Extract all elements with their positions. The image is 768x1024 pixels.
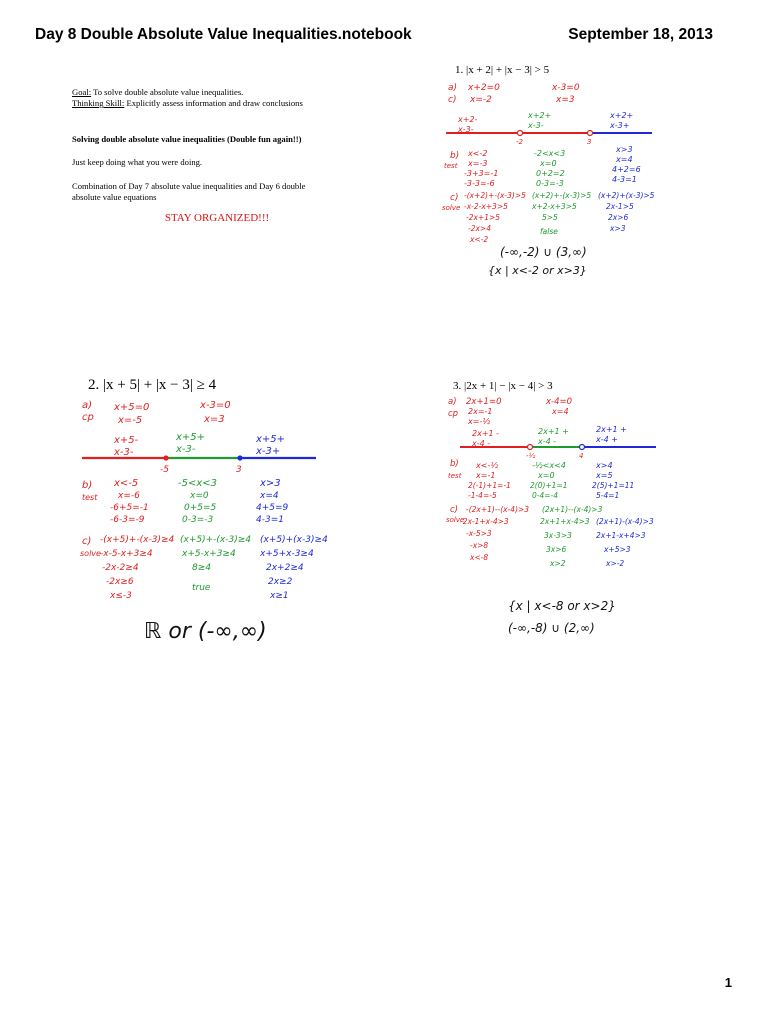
p1-left-eq-1: -(x+2)+-(x-3)>5	[464, 191, 526, 200]
p2-cp-label: cp	[82, 412, 94, 423]
thinking-skill-line	[72, 98, 303, 109]
p2-sign-mid-b: x-3-	[176, 444, 196, 455]
p3-mid-2: x=0	[538, 471, 555, 480]
p1-sign-left-b: x-3-	[458, 125, 474, 134]
p1-mark-2: 3	[587, 138, 592, 146]
p1-test-label: test	[444, 162, 458, 170]
p3-cp1b: 2x=-1	[468, 407, 493, 416]
p3-sign-left-a: 2x+1 -	[472, 429, 500, 438]
p3-mid-eq-5: x>2	[550, 559, 566, 568]
problem-1-handwritten-work	[440, 76, 680, 291]
p1-right-eq-1: (x+2)+(x-3)>5	[598, 191, 655, 200]
p3-test-label: test	[448, 472, 462, 480]
p1-step-b-label: b)	[450, 151, 460, 161]
p3-mid-4: 0-4=-4	[532, 491, 559, 500]
p2-left-1: x<-5	[114, 478, 139, 489]
p2-right-eq-1: (x+5)+(x-3)≥4	[260, 535, 328, 545]
p3-answer-set: {x | x<-8 or x>2}	[508, 599, 616, 613]
p1-right-1: x>3	[616, 145, 633, 154]
p3-left-eq-3: -x-5>3	[466, 529, 492, 538]
p2-left-eq-1: -(x+5)+-(x-3)≥4	[100, 535, 175, 545]
p3-cp-label: cp	[448, 409, 459, 419]
p1-right-eq-4: x>3	[610, 224, 626, 233]
p3-left-4: -1-4=-5	[468, 491, 497, 500]
p2-left-2: x=-6	[118, 491, 140, 501]
notebook-title: Day 8 Double Absolute Value Inequalities.notebook	[35, 26, 412, 43]
problem-2-handwritten-work	[80, 392, 340, 662]
p2-cp2: x-3=0	[200, 400, 231, 411]
p3-left-eq-4: -x>8	[470, 541, 489, 550]
p2-left-eq-5: x≤-3	[110, 591, 132, 601]
p3-right-eq-4: x>-2	[606, 559, 625, 568]
p1-step-c2-label: c)	[450, 193, 459, 203]
p3-step-b-label: b)	[450, 459, 459, 469]
p1-cp1: x+2=0	[468, 83, 500, 93]
p3-left-3: 2(-1)+1=-1	[468, 481, 511, 490]
p2-sign-left-a: x+5-	[114, 435, 139, 446]
p1-left-3: -3+3=-1	[464, 169, 499, 178]
p3-mid-eq-4: 3x>6	[546, 545, 567, 554]
p1-mid-3: 0+2=2	[536, 169, 565, 178]
intro-line-1: Just keep doing what you were doing.	[72, 157, 203, 167]
p1-left-2: x=-3	[468, 159, 488, 168]
p2-mid-4: 0-3=-3	[182, 515, 214, 525]
p3-mid-1: -½<x<4	[532, 461, 566, 470]
p2-answer: ℝ or (-∞,∞)	[144, 619, 267, 644]
p1-cp2: x-3=0	[552, 83, 580, 93]
p2-test-label: test	[82, 493, 98, 502]
p1-sign-mid-b: x-3-	[528, 121, 544, 130]
p1-left-eq-2: -x-2-x+3>5	[464, 202, 508, 211]
p3-cp2: x-4=0	[546, 397, 573, 407]
p3-right-1: x>4	[596, 461, 613, 470]
p3-right-eq-3: x+5>3	[604, 545, 631, 554]
p1-mid-eq-1: (x+2)+-(x-3)>5	[532, 191, 592, 200]
p2-mid-eq-3: 8≥4	[192, 563, 211, 573]
p1-open-point-left	[518, 131, 523, 136]
goal-text: To solve double absolute value inequalities.	[91, 87, 244, 97]
p2-step-a-label: a)	[82, 400, 93, 411]
p2-mid-eq-2: x+5-x+3≥4	[182, 549, 236, 559]
p1-cp2b: x=3	[556, 95, 575, 105]
p3-right-eq-1: (2x+1)-(x-4)>3	[596, 517, 654, 526]
p2-mark-1: -5	[160, 465, 169, 475]
p1-mid-1: -2<x<3	[534, 149, 566, 158]
p2-cp1: x+5=0	[114, 402, 150, 413]
p3-answer-interval: (-∞,-8) ∪ (2,∞)	[508, 621, 595, 635]
p3-right-3: 2(5)+1=11	[592, 481, 635, 490]
p2-closed-point-right	[237, 455, 242, 460]
stay-organized-note: STAY ORGANIZED!!!	[164, 212, 270, 224]
p2-right-eq-3: 2x+2≥4	[266, 563, 304, 573]
p1-step-c-label: c)	[448, 95, 457, 105]
p3-sign-mid-b: x-4 -	[538, 437, 557, 446]
p1-sign-left-a: x+2-	[458, 115, 478, 124]
p3-cp2b: x=4	[552, 407, 569, 416]
p3-left-eq-5: x<-8	[470, 553, 489, 562]
p2-left-eq-4: -2x≥6	[106, 577, 134, 587]
p2-mid-eq-4: true	[192, 583, 211, 593]
p1-right-eq-2: 2x-1>5	[606, 202, 634, 211]
p3-sign-right-a: 2x+1 +	[596, 425, 627, 434]
p2-cp2b: x=3	[204, 414, 225, 425]
p1-mid-eq-2: x+2-x+3>5	[532, 202, 577, 211]
p1-answer-interval: (-∞,-2) ∪ (3,∞)	[500, 245, 587, 259]
p1-step-a-label: a)	[448, 83, 458, 93]
p2-mid-3: 0+5=5	[184, 503, 217, 513]
p3-mid-eq-3: 3x-3>3	[544, 531, 572, 540]
p3-mid-eq-2: 2x+1+x-4>3	[540, 517, 590, 526]
problem-2-statement: 2. |x + 5| + |x − 3| ≥ 4	[88, 377, 217, 393]
p2-step-b-label: b)	[82, 480, 93, 491]
p3-mark-1: -½	[526, 452, 536, 460]
p3-mid-3: 2(0)+1=1	[530, 481, 568, 490]
p3-step-a-label: a)	[448, 397, 457, 407]
p1-left-4: -3-3=-6	[464, 179, 495, 188]
problem-3-statement: 3. |2x + 1| − |x − 4| > 3	[453, 380, 553, 392]
p3-sign-left-b: x-4 -	[472, 439, 491, 448]
p3-right-4: 5-4=1	[596, 491, 620, 500]
p1-cp1b: x=-2	[470, 95, 492, 105]
goal-label: Goal:	[72, 87, 92, 97]
p3-left-eq-1: -(2x+1)--(x-4)>3	[466, 505, 530, 514]
problem-1-statement: 1. |x + 2| + |x − 3| > 5	[455, 64, 550, 76]
p1-left-eq-3: -2x+1>5	[466, 213, 501, 222]
p1-sign-right-a: x+2+	[610, 111, 634, 120]
p1-right-2: x=4	[616, 155, 633, 164]
p2-right-eq-5: x≥1	[270, 591, 289, 601]
p3-step-c-label: c)	[450, 505, 458, 515]
problem-3-handwritten-work	[446, 392, 686, 642]
p1-mid-eq-4: false	[540, 227, 558, 236]
intro-line-2b: absolute value equations	[72, 192, 157, 202]
p3-cp1c: x=-½	[468, 417, 491, 426]
p2-left-eq-3: -2x-2≥4	[102, 563, 139, 573]
p1-left-1: x<-2	[468, 149, 488, 158]
p3-left-1: x<-½	[476, 461, 499, 470]
p1-right-eq-3: 2x>6	[608, 213, 629, 222]
intro-line-2a: Combination of Day 7 absolute value inequalities and Day 6 double	[72, 181, 306, 191]
p3-left-eq-2: -2x-1+x-4>3	[460, 517, 509, 526]
p1-right-3: 4+2=6	[612, 165, 641, 174]
p1-answer-set: {x | x<-2 or x>3}	[488, 264, 587, 277]
p3-cp1: 2x+1=0	[466, 397, 502, 407]
p2-mid-1: -5<x<3	[178, 478, 218, 489]
page-number: 1	[724, 975, 732, 990]
p3-sign-mid-a: 2x+1 +	[538, 427, 569, 436]
p2-closed-point-left	[163, 455, 168, 460]
p2-sign-right-b: x-3+	[256, 446, 281, 457]
p3-right-2: x=5	[596, 471, 613, 480]
p1-sign-right-b: x-3+	[610, 121, 630, 130]
p3-mark-2: 4	[579, 452, 584, 460]
p2-left-eq-2: -x-5-x+3≥4	[100, 549, 153, 559]
p3-solve-label: solve	[446, 516, 465, 524]
p2-cp1b: x=-5	[118, 415, 143, 426]
p2-right-2: x=4	[260, 491, 279, 501]
p2-left-4: -6-3=-9	[110, 515, 145, 525]
p3-mid-eq-1: (2x+1)--(x-4)>3	[542, 505, 603, 514]
p2-sign-mid-a: x+5+	[176, 432, 206, 443]
p1-right-4: 4-3=1	[612, 175, 637, 184]
p2-sign-right-a: x+5+	[256, 434, 286, 445]
notebook-date: September 18, 2013	[568, 26, 713, 43]
p1-mid-2: x=0	[540, 159, 557, 168]
p3-open-point-right	[580, 445, 585, 450]
p2-right-1: x>3	[260, 478, 281, 489]
p1-mark-1: -2	[516, 138, 523, 146]
p2-mark-2: 3	[236, 465, 242, 475]
p2-step-c-label: c)	[82, 536, 92, 547]
p1-open-point-right	[588, 131, 593, 136]
p1-mid-4: 0-3=-3	[536, 179, 564, 188]
p2-left-3: -6+5=-1	[110, 503, 149, 513]
p2-solve-label: solve	[80, 549, 101, 558]
goal-line	[72, 87, 243, 98]
p2-right-eq-2: x+5+x-3≥4	[260, 549, 314, 559]
p1-sign-mid-a: x+2+	[528, 111, 552, 120]
p3-right-eq-2: 2x+1-x+4>3	[596, 531, 646, 540]
p2-right-eq-4: 2x≥2	[268, 577, 293, 587]
section-heading: Solving double absolute value inequalities (Double fun again!!)	[72, 134, 302, 144]
p2-sign-left-b: x-3-	[114, 447, 134, 458]
p2-mid-eq-1: (x+5)+-(x-3)≥4	[180, 535, 251, 545]
thinking-skill-text: Explicitly assess information and draw conclusions	[124, 98, 303, 108]
p2-right-3: 4+5=9	[256, 503, 289, 513]
p3-open-point-left	[528, 445, 533, 450]
p1-mid-eq-3: 5>5	[542, 213, 558, 222]
p1-left-eq-5: x<-2	[470, 235, 489, 244]
p1-left-eq-4: -2x>4	[468, 224, 491, 233]
p3-left-2: x=-1	[476, 471, 496, 480]
p2-right-4: 4-3=1	[256, 515, 284, 525]
thinking-skill-label: Thinking Skill:	[72, 98, 125, 108]
p2-mid-2: x=0	[190, 491, 209, 501]
p1-solve-label: solve	[442, 204, 461, 212]
p3-sign-right-b: x-4 +	[596, 435, 618, 444]
